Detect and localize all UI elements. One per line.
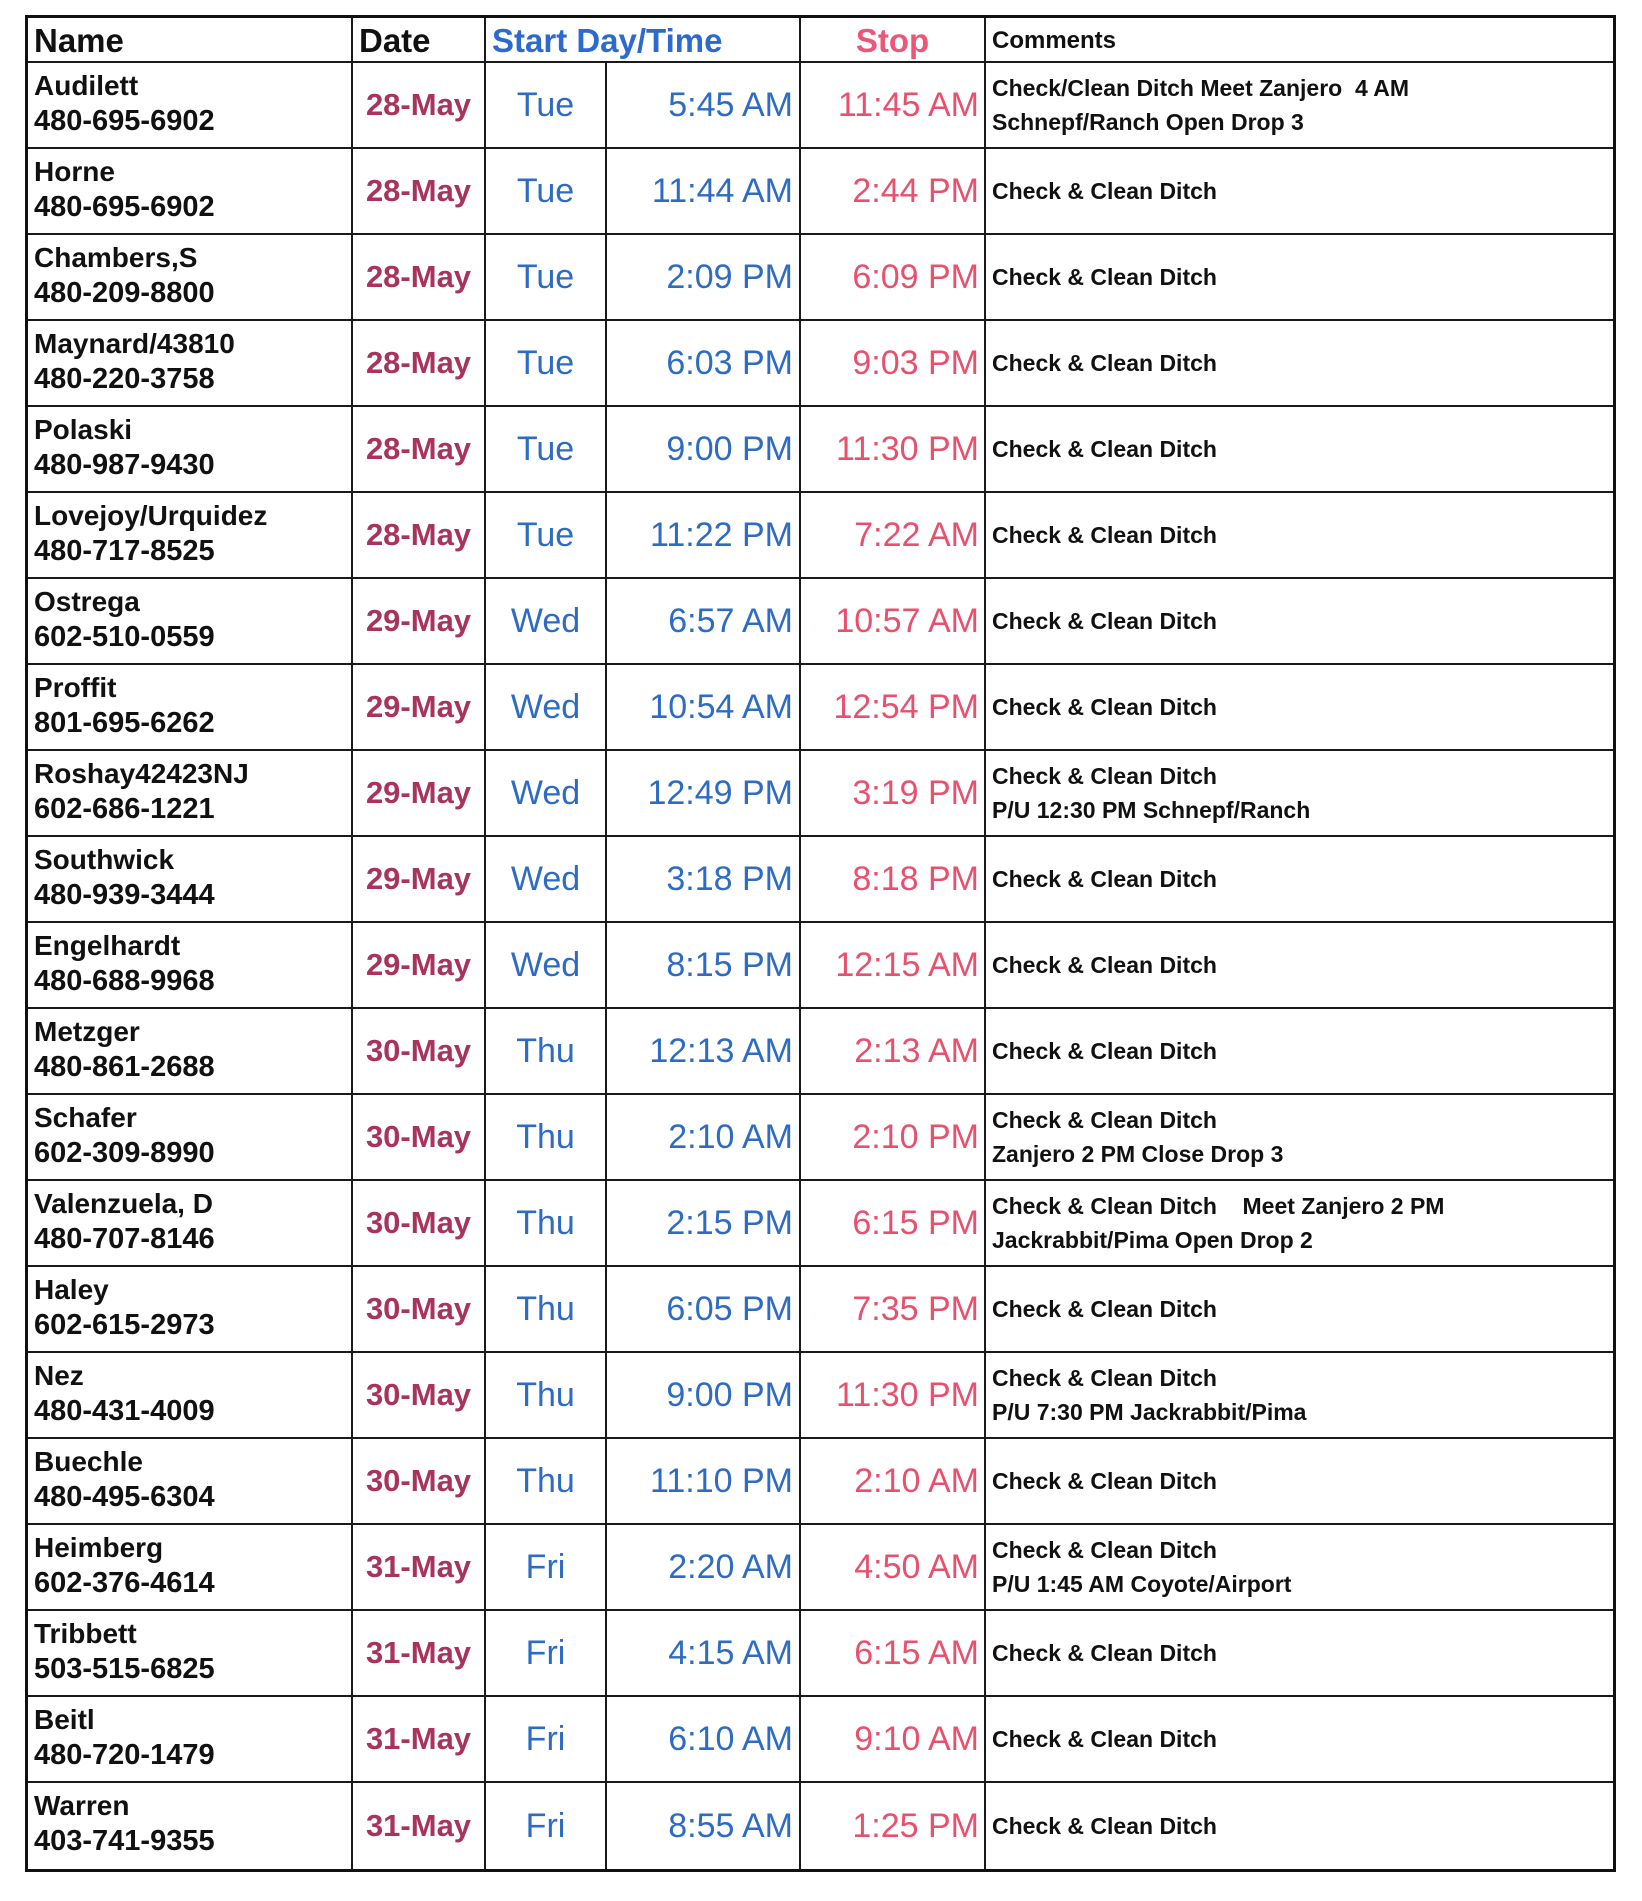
table-row bbox=[28, 149, 1613, 235]
table-row bbox=[28, 579, 1613, 665]
name-cell bbox=[28, 63, 353, 147]
date-cell: 31-May bbox=[353, 1611, 486, 1695]
comment-line-2: Schnepf/Ranch Open Drop 3 bbox=[992, 109, 1304, 135]
start-day-cell: Wed bbox=[486, 665, 607, 749]
stop-time-cell: 6:15 PM bbox=[801, 1181, 986, 1265]
start-time-cell: 10:54 AM bbox=[607, 665, 801, 749]
date-cell: 29-May bbox=[353, 837, 486, 921]
date-cell: 28-May bbox=[353, 149, 486, 233]
comment-line-1: Check & Clean Ditch bbox=[992, 1640, 1217, 1666]
start-day-cell: Tue bbox=[486, 321, 607, 405]
contact-phone: 480-987-9430 bbox=[34, 449, 215, 481]
comments-cell bbox=[986, 1181, 1613, 1265]
comment-line-1: Check & Clean Ditch bbox=[992, 1365, 1217, 1391]
contact-phone: 480-695-6902 bbox=[34, 105, 215, 137]
comments-cell bbox=[986, 1095, 1613, 1179]
name-cell bbox=[28, 1525, 353, 1609]
contact-name: Buechle bbox=[34, 1446, 143, 1477]
header-start-day-time: Start Day/Time bbox=[486, 18, 801, 61]
comment-line-1: Check & Clean Ditch bbox=[992, 1726, 1217, 1752]
comment-line-1: Check & Clean Ditch bbox=[992, 1296, 1217, 1322]
date-cell: 29-May bbox=[353, 751, 486, 835]
start-day-cell: Tue bbox=[486, 149, 607, 233]
start-time-cell: 8:15 PM bbox=[607, 923, 801, 1007]
start-day-cell: Fri bbox=[486, 1783, 607, 1869]
contact-phone: 602-510-0559 bbox=[34, 621, 215, 653]
date-cell: 31-May bbox=[353, 1783, 486, 1869]
stop-time-cell: 2:13 AM bbox=[801, 1009, 986, 1093]
contact-name: Metzger bbox=[34, 1016, 140, 1047]
stop-time-cell: 3:19 PM bbox=[801, 751, 986, 835]
start-time-cell: 9:00 PM bbox=[607, 1353, 801, 1437]
table-row bbox=[28, 493, 1613, 579]
stop-time-cell: 9:03 PM bbox=[801, 321, 986, 405]
date-cell: 30-May bbox=[353, 1095, 486, 1179]
stop-time-cell: 8:18 PM bbox=[801, 837, 986, 921]
stop-time-cell: 12:54 PM bbox=[801, 665, 986, 749]
date-cell: 30-May bbox=[353, 1181, 486, 1265]
start-day-cell: Fri bbox=[486, 1697, 607, 1781]
name-cell bbox=[28, 665, 353, 749]
contact-name: Heimberg bbox=[34, 1532, 164, 1563]
header-comments: Comments bbox=[992, 27, 1117, 54]
name-cell bbox=[28, 751, 353, 835]
comments-cell bbox=[986, 751, 1613, 835]
contact-name: Horne bbox=[34, 156, 115, 187]
contact-phone: 602-615-2973 bbox=[34, 1309, 215, 1341]
table-row bbox=[28, 665, 1613, 751]
start-time-cell: 5:45 AM bbox=[607, 63, 801, 147]
name-cell bbox=[28, 1611, 353, 1695]
contact-phone: 503-515-6825 bbox=[34, 1653, 215, 1685]
contact-phone: 480-495-6304 bbox=[34, 1481, 215, 1513]
contact-phone: 480-688-9968 bbox=[34, 965, 215, 997]
contact-name: Nez bbox=[34, 1360, 84, 1391]
schedule-table bbox=[25, 15, 1616, 1872]
start-time-cell: 4:15 AM bbox=[607, 1611, 801, 1695]
date-cell: 28-May bbox=[353, 493, 486, 577]
start-day-cell: Thu bbox=[486, 1353, 607, 1437]
comments-cell bbox=[986, 1783, 1613, 1869]
table-body bbox=[28, 63, 1613, 1869]
stop-time-cell: 11:30 PM bbox=[801, 407, 986, 491]
contact-phone: 602-376-4614 bbox=[34, 1567, 215, 1599]
header-stop: Stop bbox=[801, 18, 986, 61]
table-row bbox=[28, 837, 1613, 923]
contact-name: Roshay42423NJ bbox=[34, 758, 249, 789]
table-row bbox=[28, 235, 1613, 321]
comment-line-1: Check & Clean Ditch bbox=[992, 952, 1217, 978]
date-cell: 29-May bbox=[353, 923, 486, 1007]
table-row bbox=[28, 1525, 1613, 1611]
name-cell bbox=[28, 837, 353, 921]
name-cell bbox=[28, 1783, 353, 1869]
table-row bbox=[28, 1611, 1613, 1697]
comment-line-2: P/U 7:30 PM Jackrabbit/Pima bbox=[992, 1399, 1307, 1425]
start-time-cell: 3:18 PM bbox=[607, 837, 801, 921]
comments-cell bbox=[986, 665, 1613, 749]
table-row bbox=[28, 1353, 1613, 1439]
start-day-cell: Thu bbox=[486, 1095, 607, 1179]
start-time-cell: 6:05 PM bbox=[607, 1267, 801, 1351]
start-time-cell: 2:15 PM bbox=[607, 1181, 801, 1265]
table-row bbox=[28, 1267, 1613, 1353]
date-cell: 28-May bbox=[353, 321, 486, 405]
start-time-cell: 6:10 AM bbox=[607, 1697, 801, 1781]
start-time-cell: 8:55 AM bbox=[607, 1783, 801, 1869]
comments-cell bbox=[986, 837, 1613, 921]
name-cell bbox=[28, 1009, 353, 1093]
table-row bbox=[28, 63, 1613, 149]
comments-cell bbox=[986, 1353, 1613, 1437]
contact-name: Valenzuela, D bbox=[34, 1188, 213, 1219]
start-day-cell: Thu bbox=[486, 1181, 607, 1265]
date-cell: 28-May bbox=[353, 235, 486, 319]
date-cell: 30-May bbox=[353, 1009, 486, 1093]
comments-cell bbox=[986, 321, 1613, 405]
comment-line-2: P/U 12:30 PM Schnepf/Ranch bbox=[992, 797, 1311, 823]
name-cell bbox=[28, 407, 353, 491]
contact-phone: 480-720-1479 bbox=[34, 1739, 215, 1771]
stop-time-cell: 1:25 PM bbox=[801, 1783, 986, 1869]
start-day-cell: Tue bbox=[486, 63, 607, 147]
start-day-cell: Thu bbox=[486, 1267, 607, 1351]
start-day-cell: Wed bbox=[486, 751, 607, 835]
comment-line-1: Check & Clean Ditch bbox=[992, 763, 1217, 789]
comment-line-1: Check/Clean Ditch Meet Zanjero 4 AM bbox=[992, 75, 1410, 101]
start-day-cell: Tue bbox=[486, 407, 607, 491]
date-cell: 30-May bbox=[353, 1353, 486, 1437]
comments-cell bbox=[986, 923, 1613, 1007]
contact-name: Haley bbox=[34, 1274, 109, 1305]
start-day-cell: Wed bbox=[486, 837, 607, 921]
comment-line-1: Check & Clean Ditch Meet Zanjero 2 PM bbox=[992, 1193, 1445, 1219]
name-cell bbox=[28, 1181, 353, 1265]
start-time-cell: 2:20 AM bbox=[607, 1525, 801, 1609]
stop-time-cell: 6:09 PM bbox=[801, 235, 986, 319]
start-time-cell: 12:49 PM bbox=[607, 751, 801, 835]
name-cell bbox=[28, 1095, 353, 1179]
comment-line-2: Zanjero 2 PM Close Drop 3 bbox=[992, 1141, 1284, 1167]
name-cell bbox=[28, 1267, 353, 1351]
comments-cell bbox=[986, 1525, 1613, 1609]
start-time-cell: 11:10 PM bbox=[607, 1439, 801, 1523]
comment-line-1: Check & Clean Ditch bbox=[992, 264, 1217, 290]
contact-phone: 480-695-6902 bbox=[34, 191, 215, 223]
contact-phone: 403-741-9355 bbox=[34, 1825, 215, 1857]
date-cell: 28-May bbox=[353, 407, 486, 491]
contact-phone: 480-209-8800 bbox=[34, 277, 215, 309]
start-time-cell: 2:10 AM bbox=[607, 1095, 801, 1179]
comments-cell bbox=[986, 1267, 1613, 1351]
name-cell bbox=[28, 923, 353, 1007]
start-day-cell: Wed bbox=[486, 923, 607, 1007]
stop-time-cell: 11:30 PM bbox=[801, 1353, 986, 1437]
date-cell: 30-May bbox=[353, 1439, 486, 1523]
comment-line-1: Check & Clean Ditch bbox=[992, 1813, 1217, 1839]
table-row bbox=[28, 1697, 1613, 1783]
stop-time-cell: 12:15 AM bbox=[801, 923, 986, 1007]
stop-time-cell: 2:10 PM bbox=[801, 1095, 986, 1179]
date-cell: 31-May bbox=[353, 1525, 486, 1609]
header-row bbox=[28, 18, 1613, 63]
comment-line-1: Check & Clean Ditch bbox=[992, 436, 1217, 462]
header-date: Date bbox=[353, 18, 486, 61]
name-cell bbox=[28, 493, 353, 577]
contact-phone: 480-220-3758 bbox=[34, 363, 215, 395]
start-time-cell: 6:03 PM bbox=[607, 321, 801, 405]
contact-name: Maynard/43810 bbox=[34, 328, 235, 359]
stop-time-cell: 2:44 PM bbox=[801, 149, 986, 233]
contact-name: Audilett bbox=[34, 70, 139, 101]
comment-line-1: Check & Clean Ditch bbox=[992, 866, 1217, 892]
comments-cell bbox=[986, 149, 1613, 233]
comment-line-1: Check & Clean Ditch bbox=[992, 694, 1217, 720]
contact-phone: 602-686-1221 bbox=[34, 793, 215, 825]
stop-time-cell: 6:15 AM bbox=[801, 1611, 986, 1695]
contact-phone: 480-939-3444 bbox=[34, 879, 215, 911]
start-day-cell: Tue bbox=[486, 235, 607, 319]
stop-time-cell: 7:35 PM bbox=[801, 1267, 986, 1351]
start-day-cell: Tue bbox=[486, 493, 607, 577]
date-cell: 30-May bbox=[353, 1267, 486, 1351]
contact-phone: 480-861-2688 bbox=[34, 1051, 215, 1083]
contact-name: Proffit bbox=[34, 672, 117, 703]
name-cell bbox=[28, 579, 353, 663]
contact-name: Chambers,S bbox=[34, 242, 198, 273]
stop-time-cell: 7:22 AM bbox=[801, 493, 986, 577]
contact-name: Engelhardt bbox=[34, 930, 181, 961]
contact-name: Polaski bbox=[34, 414, 133, 445]
comments-cell bbox=[986, 63, 1613, 147]
start-time-cell: 9:00 PM bbox=[607, 407, 801, 491]
date-cell: 29-May bbox=[353, 665, 486, 749]
stop-time-cell: 10:57 AM bbox=[801, 579, 986, 663]
stop-time-cell: 11:45 AM bbox=[801, 63, 986, 147]
contact-name: Southwick bbox=[34, 844, 175, 875]
contact-name: Ostrega bbox=[34, 586, 140, 617]
contact-phone: 480-707-8146 bbox=[34, 1223, 215, 1255]
contact-phone: 480-717-8525 bbox=[34, 535, 215, 567]
contact-name: Schafer bbox=[34, 1102, 137, 1133]
name-cell bbox=[28, 321, 353, 405]
table-row bbox=[28, 1439, 1613, 1525]
table-row bbox=[28, 923, 1613, 1009]
stop-time-cell: 2:10 AM bbox=[801, 1439, 986, 1523]
comment-line-1: Check & Clean Ditch bbox=[992, 522, 1217, 548]
comment-line-1: Check & Clean Ditch bbox=[992, 178, 1217, 204]
start-day-cell: Thu bbox=[486, 1009, 607, 1093]
name-cell bbox=[28, 1353, 353, 1437]
date-cell: 28-May bbox=[353, 63, 486, 147]
comment-line-1: Check & Clean Ditch bbox=[992, 1537, 1217, 1563]
start-day-cell: Wed bbox=[486, 579, 607, 663]
comments-cell bbox=[986, 579, 1613, 663]
comment-line-2: Jackrabbit/Pima Open Drop 2 bbox=[992, 1227, 1313, 1253]
comment-line-2: P/U 1:45 AM Coyote/Airport bbox=[992, 1571, 1292, 1597]
table-row bbox=[28, 1783, 1613, 1869]
table-row bbox=[28, 1181, 1613, 1267]
contact-phone: 801-695-6262 bbox=[34, 707, 215, 739]
table-row bbox=[28, 1009, 1613, 1095]
name-cell bbox=[28, 149, 353, 233]
comment-line-1: Check & Clean Ditch bbox=[992, 1107, 1217, 1133]
table-row bbox=[28, 321, 1613, 407]
comment-line-1: Check & Clean Ditch bbox=[992, 350, 1217, 376]
start-time-cell: 6:57 AM bbox=[607, 579, 801, 663]
comments-cell bbox=[986, 1439, 1613, 1523]
comments-cell bbox=[986, 493, 1613, 577]
name-cell bbox=[28, 1439, 353, 1523]
start-time-cell: 12:13 AM bbox=[607, 1009, 801, 1093]
start-time-cell: 11:44 AM bbox=[607, 149, 801, 233]
comments-cell bbox=[986, 235, 1613, 319]
contact-name: Beitl bbox=[34, 1704, 95, 1735]
start-day-cell: Thu bbox=[486, 1439, 607, 1523]
name-cell bbox=[28, 1697, 353, 1781]
comment-line-1: Check & Clean Ditch bbox=[992, 1468, 1217, 1494]
contact-name: Tribbett bbox=[34, 1618, 137, 1649]
start-day-cell: Fri bbox=[486, 1611, 607, 1695]
stop-time-cell: 4:50 AM bbox=[801, 1525, 986, 1609]
date-cell: 29-May bbox=[353, 579, 486, 663]
comment-line-1: Check & Clean Ditch bbox=[992, 608, 1217, 634]
date-cell: 31-May bbox=[353, 1697, 486, 1781]
contact-phone: 602-309-8990 bbox=[34, 1137, 215, 1169]
table-row bbox=[28, 1095, 1613, 1181]
contact-name: Warren bbox=[34, 1790, 130, 1821]
comments-cell bbox=[986, 1697, 1613, 1781]
comments-cell bbox=[986, 1009, 1613, 1093]
start-time-cell: 2:09 PM bbox=[607, 235, 801, 319]
contact-phone: 480-431-4009 bbox=[34, 1395, 215, 1427]
contact-name: Lovejoy/Urquidez bbox=[34, 500, 268, 531]
comments-cell bbox=[986, 407, 1613, 491]
table-row bbox=[28, 407, 1613, 493]
table-row bbox=[28, 751, 1613, 837]
start-day-cell: Fri bbox=[486, 1525, 607, 1609]
name-cell bbox=[28, 235, 353, 319]
comment-line-1: Check & Clean Ditch bbox=[992, 1038, 1217, 1064]
start-time-cell: 11:22 PM bbox=[607, 493, 801, 577]
stop-time-cell: 9:10 AM bbox=[801, 1697, 986, 1781]
header-name: Name bbox=[28, 18, 353, 61]
comments-cell bbox=[986, 1611, 1613, 1695]
